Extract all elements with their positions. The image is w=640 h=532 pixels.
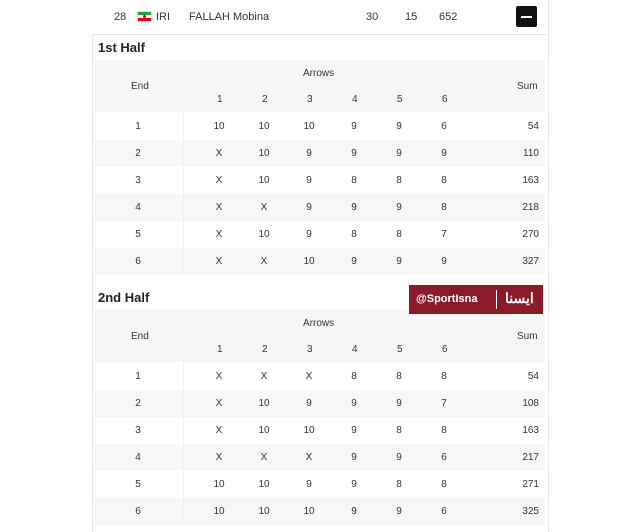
end-sum: 54 xyxy=(527,121,539,132)
arrow-number-header: 6 xyxy=(442,94,448,105)
column-divider xyxy=(183,113,184,140)
arrow-score: 10 xyxy=(258,121,270,132)
arrow-score: 9 xyxy=(351,202,357,213)
end-sum: 217 xyxy=(522,452,539,463)
arrow-number-header: 5 xyxy=(397,94,403,105)
arrow-score: X xyxy=(215,175,223,186)
table-row xyxy=(95,444,545,471)
arrow-score: 10 xyxy=(213,121,225,132)
arrow-score: 9 xyxy=(351,452,357,463)
column-divider xyxy=(183,444,184,471)
end-sum: 271 xyxy=(522,479,539,490)
arrow-score: X xyxy=(215,229,223,240)
table-row xyxy=(95,140,545,167)
arrow-score: X xyxy=(215,452,223,463)
end-header: End xyxy=(131,81,149,92)
sum-header: Sum xyxy=(517,81,538,92)
table-row xyxy=(95,471,545,498)
arrow-score: 9 xyxy=(351,148,357,159)
column-divider xyxy=(183,221,184,248)
table-row xyxy=(95,194,545,221)
arrow-score: 8 xyxy=(396,425,402,436)
arrow-score: 10 xyxy=(258,425,270,436)
end-number: 2 xyxy=(135,398,141,409)
end-sum: 325 xyxy=(522,506,539,517)
athlete-xs: 15 xyxy=(405,11,418,23)
arrow-score: 9 xyxy=(441,256,447,267)
table-row xyxy=(95,498,545,525)
arrow-score: X xyxy=(260,256,268,267)
arrow-score: 10 xyxy=(303,506,315,517)
arrow-score: X xyxy=(260,371,268,382)
arrow-score: 8 xyxy=(351,229,357,240)
arrow-number-header: 2 xyxy=(262,344,268,355)
end-number: 2 xyxy=(135,148,141,159)
half-title: 2nd Half xyxy=(98,290,150,305)
end-number: 1 xyxy=(135,371,141,382)
sportisna-watermark xyxy=(409,285,543,314)
arrow-score: 10 xyxy=(303,425,315,436)
arrow-number-header: 4 xyxy=(352,344,358,355)
arrow-score: 8 xyxy=(396,229,402,240)
end-sum: 218 xyxy=(522,202,539,213)
collapse-button[interactable] xyxy=(516,6,537,27)
arrow-score: X xyxy=(260,452,268,463)
end-number: 5 xyxy=(135,229,141,240)
arrow-score: 7 xyxy=(441,229,447,240)
arrow-score: 8 xyxy=(396,479,402,490)
column-divider xyxy=(183,390,184,417)
arrow-score: 9 xyxy=(351,256,357,267)
arrow-score: 9 xyxy=(441,148,447,159)
arrow-number-header: 2 xyxy=(262,94,268,105)
athlete-tens: 30 xyxy=(366,11,379,23)
column-divider xyxy=(183,167,184,194)
column-divider xyxy=(183,248,184,275)
arrows-header: Arrows xyxy=(303,318,335,329)
arrow-score: 8 xyxy=(441,479,447,490)
end-number: 4 xyxy=(135,452,141,463)
end-sum: 163 xyxy=(522,425,539,436)
arrow-score: 7 xyxy=(441,398,447,409)
arrow-score: X xyxy=(305,452,313,463)
column-divider xyxy=(183,363,184,390)
table-row xyxy=(95,221,545,248)
arrow-score: X xyxy=(215,148,223,159)
arrow-score: X xyxy=(260,202,268,213)
end-sum: 270 xyxy=(522,229,539,240)
arrow-score: 10 xyxy=(258,229,270,240)
watermark-brand: ایسنا xyxy=(505,290,534,306)
athlete-total: 652 xyxy=(439,11,458,23)
watermark-handle: @SportIsna xyxy=(416,293,478,305)
iran-flag-icon xyxy=(137,11,152,22)
arrow-number-header: 1 xyxy=(217,94,223,105)
end-number: 3 xyxy=(135,425,141,436)
arrow-score: 9 xyxy=(396,121,402,132)
arrow-score: 10 xyxy=(303,256,315,267)
arrow-number-header: 6 xyxy=(442,344,448,355)
arrow-score: 8 xyxy=(441,425,447,436)
arrow-score: 10 xyxy=(258,148,270,159)
table-row xyxy=(95,390,545,417)
end-number: 5 xyxy=(135,479,141,490)
arrow-score: 8 xyxy=(351,371,357,382)
arrow-score: 9 xyxy=(351,121,357,132)
column-divider xyxy=(183,140,184,167)
arrow-number-header: 3 xyxy=(307,344,313,355)
arrow-score: 9 xyxy=(396,202,402,213)
arrow-score: 10 xyxy=(303,121,315,132)
arrow-score: 9 xyxy=(306,398,312,409)
arrow-score: 9 xyxy=(351,425,357,436)
end-number: 1 xyxy=(135,121,141,132)
arrow-score: 8 xyxy=(441,371,447,382)
arrow-score: 10 xyxy=(258,479,270,490)
arrow-score: 10 xyxy=(258,398,270,409)
arrow-score: 9 xyxy=(306,479,312,490)
arrow-score: 9 xyxy=(306,148,312,159)
arrow-score: 9 xyxy=(396,398,402,409)
arrow-score: 8 xyxy=(441,175,447,186)
arrow-number-header: 1 xyxy=(217,344,223,355)
arrow-score: X xyxy=(305,371,313,382)
end-sum: 110 xyxy=(523,148,539,159)
arrow-score: 10 xyxy=(258,175,270,186)
arrow-score: 10 xyxy=(213,479,225,490)
arrow-score: 10 xyxy=(258,506,270,517)
table-row xyxy=(95,248,545,275)
athlete-name: FALLAH Mobina xyxy=(189,11,270,23)
arrow-score: 10 xyxy=(213,506,225,517)
arrow-score: 6 xyxy=(441,452,447,463)
end-number: 3 xyxy=(135,175,141,186)
end-sum: 108 xyxy=(522,398,539,409)
arrow-score: 9 xyxy=(351,479,357,490)
arrow-score: X xyxy=(215,398,223,409)
athlete-country: IRI xyxy=(156,11,171,23)
arrow-score: 9 xyxy=(396,256,402,267)
arrow-number-header: 5 xyxy=(397,344,403,355)
arrow-number-header: 4 xyxy=(352,94,358,105)
arrow-score: X xyxy=(215,202,223,213)
arrow-score: 9 xyxy=(306,175,312,186)
column-divider xyxy=(183,471,184,498)
arrow-score: 9 xyxy=(306,202,312,213)
arrow-score: 9 xyxy=(306,229,312,240)
arrow-score: 9 xyxy=(396,148,402,159)
end-sum: 163 xyxy=(522,175,539,186)
arrow-score: 6 xyxy=(441,506,447,517)
sum-header: Sum xyxy=(517,331,538,342)
column-divider xyxy=(183,417,184,444)
arrow-score: 8 xyxy=(396,371,402,382)
table-row xyxy=(95,363,545,390)
end-number: 6 xyxy=(135,506,141,517)
arrow-score: 9 xyxy=(351,506,357,517)
end-sum: 54 xyxy=(527,371,539,382)
table-row xyxy=(95,417,545,444)
arrow-score: 9 xyxy=(351,398,357,409)
end-sum: 327 xyxy=(522,256,539,267)
arrow-score: 8 xyxy=(441,202,447,213)
athlete-row[interactable] xyxy=(92,0,547,35)
end-number: 4 xyxy=(135,202,141,213)
arrow-score: X xyxy=(215,371,223,382)
athlete-rank: 28 xyxy=(114,11,127,23)
column-divider xyxy=(183,498,184,525)
half-title: 1st Half xyxy=(98,40,145,55)
arrow-number-header: 3 xyxy=(307,94,313,105)
end-header: End xyxy=(131,331,149,342)
watermark-divider xyxy=(496,290,497,309)
arrow-score: 8 xyxy=(396,175,402,186)
table-row xyxy=(95,113,545,140)
end-number: 6 xyxy=(135,256,141,267)
arrow-score: X xyxy=(215,425,223,436)
minus-icon xyxy=(521,16,532,18)
table-row xyxy=(95,167,545,194)
column-divider xyxy=(183,194,184,221)
arrow-score: 9 xyxy=(396,506,402,517)
arrows-header: Arrows xyxy=(303,68,335,79)
arrow-score: X xyxy=(215,256,223,267)
arrow-score: 6 xyxy=(441,121,447,132)
arrow-score: 9 xyxy=(396,452,402,463)
arrow-score: 8 xyxy=(351,175,357,186)
